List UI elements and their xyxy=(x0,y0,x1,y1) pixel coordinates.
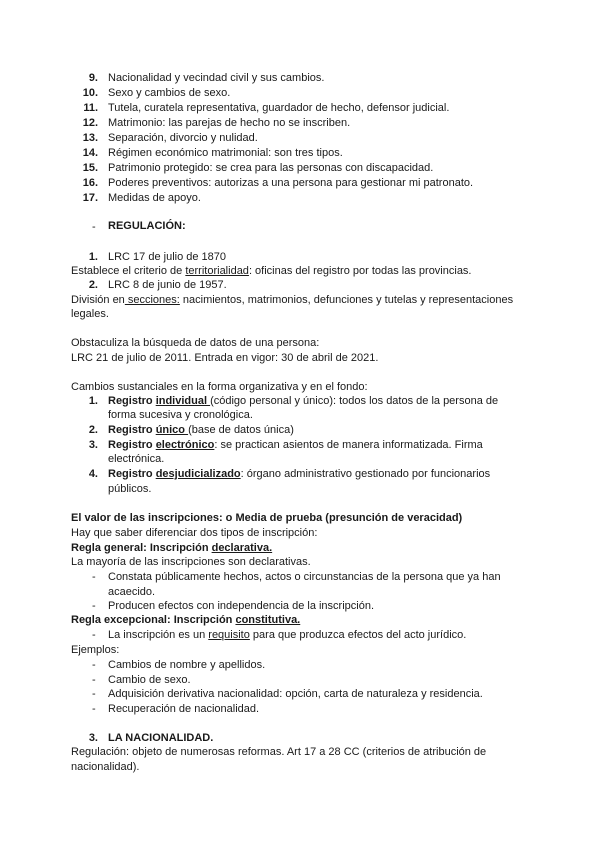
subheading-regla-general: Regla general: Inscripción declarativa. xyxy=(71,542,273,554)
paragraph: Establece el criterio de territorialidad: oficinas del registro por todas las provincias. xyxy=(71,265,472,277)
list-item-cont: electrónica. xyxy=(108,453,165,465)
list-item-cont: públicos. xyxy=(108,483,152,495)
paragraph: legales. xyxy=(71,308,109,320)
paragraph: Regulación: objeto de numerosas reformas. Art 17 a 28 CC (criterios de atribución de xyxy=(71,746,487,758)
paragraph: La mayoría de las inscripciones son declarativas. xyxy=(71,556,311,568)
list-item: Producen efectos con independencia de la inscripción. xyxy=(108,600,375,612)
section-heading-regulacion: REGULACIÓN: xyxy=(108,220,186,232)
list-item: La inscripción es un requisito para que produzca efectos del acto jurídico. xyxy=(108,629,467,641)
bullet-dash: - xyxy=(92,674,96,686)
bullet-dash: - xyxy=(92,221,96,233)
list-item: Adquisición derivativa nacionalidad: opción, carta de naturaleza y residencia. xyxy=(108,688,483,700)
bullet-dash: - xyxy=(92,703,96,715)
list-item-cont: acaecido. xyxy=(108,586,156,598)
list-item-cont: forma sucesiva y cronológica. xyxy=(108,409,253,421)
paragraph: División en secciones: nacimientos, matrimonios, defunciones y tutelas y representaciones xyxy=(71,294,514,306)
paragraph: Ejemplos: xyxy=(71,644,120,656)
bullet-dash: - xyxy=(92,571,96,583)
bullet-dash: - xyxy=(92,659,96,671)
subheading-regla-excepcional: Regla excepcional: Inscripción constitutiva. xyxy=(71,614,301,626)
paragraph: Obstaculiza la búsqueda de datos de una persona: xyxy=(71,337,320,349)
paragraph: LRC 21 de julio de 2011. Entrada en vigor: 30 de abril de 2021. xyxy=(71,352,379,364)
paragraph: Cambios sustanciales en la forma organizativa y en el fondo: xyxy=(71,381,368,393)
list-item: Cambio de sexo. xyxy=(108,674,191,686)
list-item: Constata públicamente hechos, actos o circunstancias de la persona que ya han xyxy=(108,571,501,583)
document-page: 9. Nacionalidad y vecindad civil y sus cambios. 10. Sexo y cambios de sexo. 11. Tutela, curatela representativa, guardador de hecho, defensor judicial. 12. Matrimonio: las parejas de hecho no se inscriben. 13. Separación, divorcio y nulidad. 14. Régimen económico matrimonial: son tres tipos. 15. Patrimonio protegido: se crea para las personas con discapacidad. 16. Poderes preventivos: autorizas a una persona para gestionar mi patronato. 17. Medidas de apoyo. - REGULACIÓN: 1. LRC 17 de julio de 1870 Establece el criterio de territorialidad: oficinas del registro por todas las provincias. 2. LRC 8 de junio de 1957. División en secciones: nacimientos, matrimonios, defunciones y tutelas y representaciones legales. Obstaculiza la búsqueda de datos de una persona: LRC 21 de julio de 2011. Entrada en vigor: 30 de abril de 2021. Cambios sustanciales en la forma organizativa y en el fondo: 1. Registro individual (código personal y único): todos los datos de la persona de forma sucesiva y cronológica. 2. Registro único (base de datos única) 3. Registro electrónico: se practican asientos de manera informatizada. Firma electrónica. 4. Registro desjudicializado: órgano administrativo gestionado por funcionarios públicos. El valor de las inscripciones: o Media de prueba (presunción de veracidad) Hay que saber diferenciar dos tipos de inscripción: Regla general: Inscripción declarativa. La mayoría de las inscripciones son declarativas. - Constata públicamente hechos, actos o circunstancias de la persona que ya han acaecido. - Producen efectos con independencia de la inscripción. Regla excepcional: Inscripción constitutiva. - La inscripción es un requisito para que produzca efectos del acto jurídico. Ejemplos: - Cambios de nombre y apellidos. - Cambio de sexo. - Adquisición derivativa nacionalidad: opción, carta de naturaleza y residencia. - Recuperación de nacionalidad. 3. LA NACIONALIDAD. Regulación: objeto de numerosas reformas. Art 17 a 28 CC (criterios de atribución de nacionalidad). xyxy=(71,72,514,773)
bullet-dash: - xyxy=(92,600,96,612)
list-item: Cambios de nombre y apellidos. xyxy=(108,659,266,671)
bullet-dash: - xyxy=(92,629,96,641)
list-item: Recuperación de nacionalidad. xyxy=(108,703,260,715)
bullet-dash: - xyxy=(92,688,96,700)
paragraph: nacionalidad). xyxy=(71,761,140,773)
paragraph: Hay que saber diferenciar dos tipos de inscripción: xyxy=(71,527,318,539)
section-heading-valor: El valor de las inscripciones: o Media de prueba (presunción de veracidad) xyxy=(71,512,463,524)
